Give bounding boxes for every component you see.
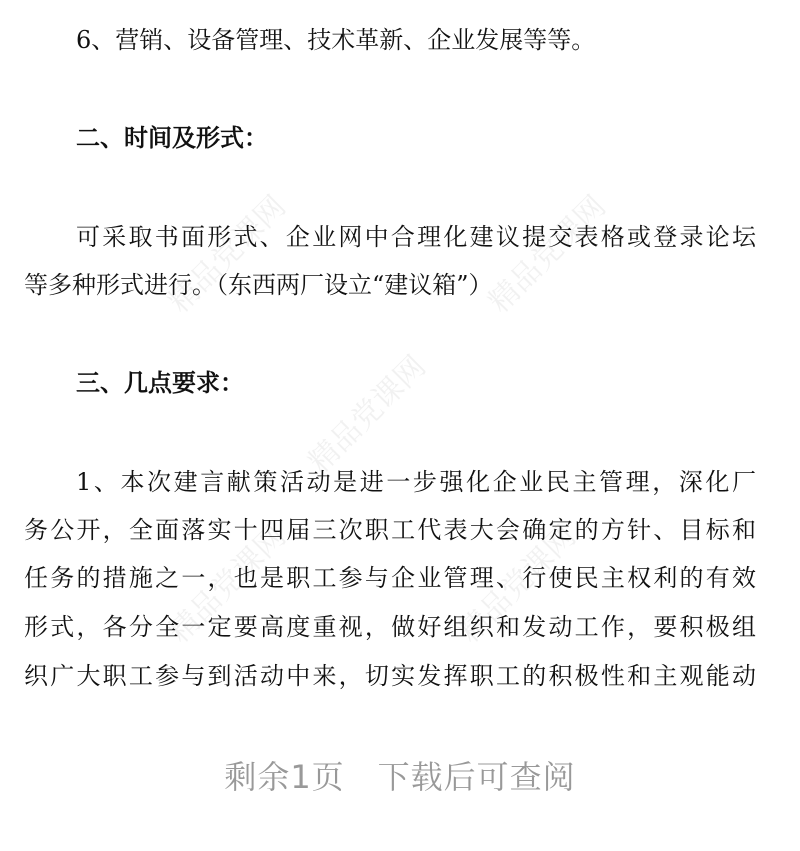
paragraph-line: 织广大职工参与到活动中来，切实发挥职工的积极性和主观能动	[24, 662, 756, 690]
section-heading-requirements: 三、几点要求：	[76, 369, 244, 397]
paragraph-line: 1、本次建言献策活动是进一步强化企业民主管理，深化厂	[76, 468, 756, 496]
paragraph-line: 任务的措施之一，也是职工参与企业管理、行使民主权利的有效	[24, 564, 756, 592]
paragraph-line: 务公开，全面落实十四届三次职工代表大会确定的方针、目标和	[24, 516, 756, 544]
paragraph-line: 等多种形式进行。（东西两厂设立“建议箱”）	[24, 271, 493, 299]
section-heading-time-form: 二、时间及形式：	[76, 124, 268, 152]
watermark-text: 精品党课网	[452, 519, 583, 650]
paragraph-line: 形式，各分全一定要高度重视，做好组织和发动工作，要积极组	[24, 613, 756, 641]
remaining-pages-notice[interactable]: 剩余1页 下载后可查阅	[224, 758, 576, 796]
list-item-6: 6、营销、设备管理、技术革新、企业发展等等。	[76, 26, 596, 54]
watermark-text: 精品党课网	[302, 349, 433, 480]
paragraph-line: 可采取书面形式、企业网中合理化建议提交表格或登录论坛	[76, 223, 756, 251]
watermark-text: 精品党课网	[482, 189, 613, 320]
watermark-text: 精品党课网	[162, 519, 293, 650]
watermark-text: 精品党课网	[162, 189, 293, 320]
